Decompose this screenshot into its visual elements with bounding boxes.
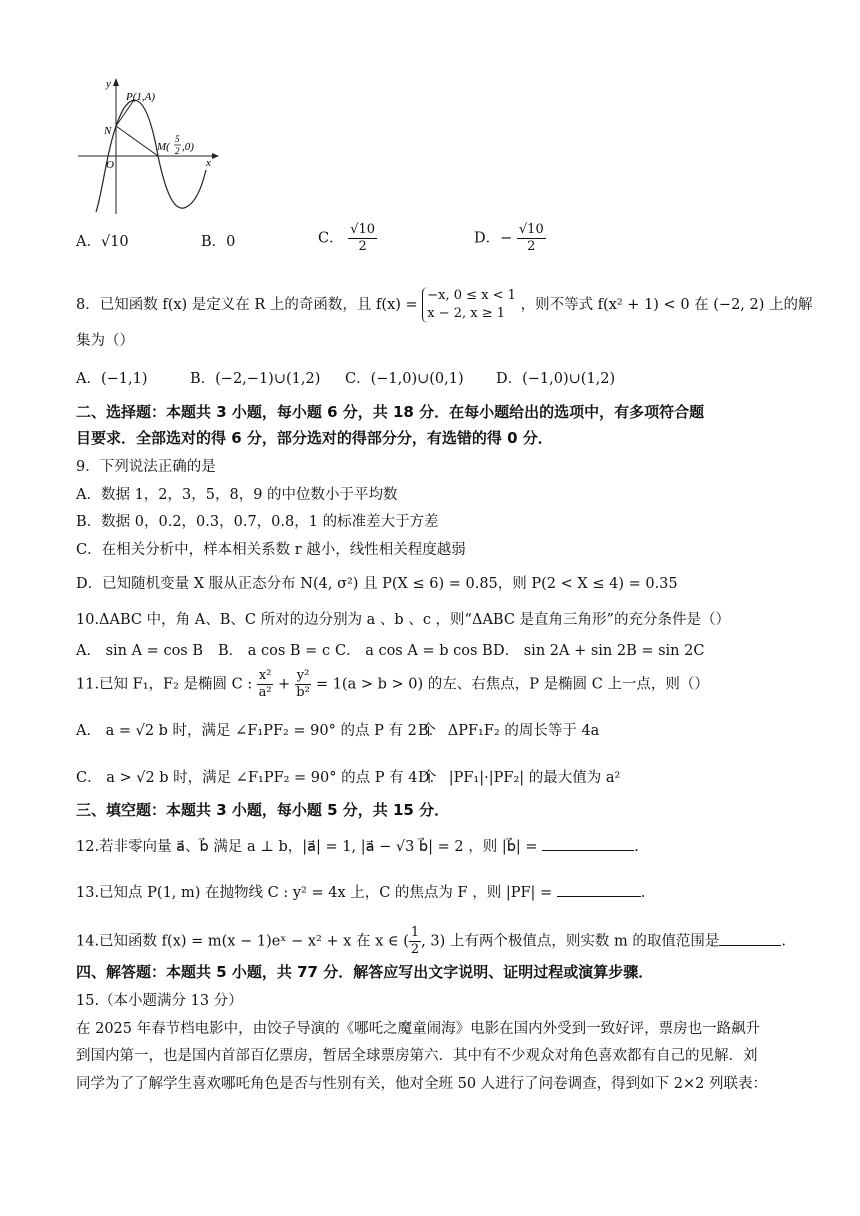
q9-option-b: B．数据 0，0.2，0.3，0.7，0.8，1 的标准差大于方差 xyxy=(76,514,439,530)
section2-heading-2: 目要求．全部选对的得 6 分，部分选对的得部分分，有选错的得 0 分． xyxy=(76,429,553,447)
q11-option-b: B． ΔPF₁F₂ 的周长等于 4a xyxy=(418,723,600,739)
q8-stem-end: 集为（） xyxy=(76,333,134,349)
q9-option-a: A．数据 1，2，3，5，8，9 的中位数小于平均数 xyxy=(76,487,398,503)
section2-heading-1: 二、选择题：本题共 3 小题，每小题 6 分，共 18 分．在每小题给出的选项中，有多项符合题 xyxy=(76,403,705,421)
q9-option-c: C．在相关分析中，样本相关系数 r 越小，线性相关程度越弱 xyxy=(76,542,466,558)
q8-option-b: B．(−2,−1)∪(1,2) xyxy=(190,371,321,387)
q11-option-a: A． a = √2 b 时，满足 ∠F₁PF₂ = 90° 的点 P 有 2 个 xyxy=(76,723,436,739)
q12-answer-blank[interactable] xyxy=(542,836,634,851)
x-label: x xyxy=(206,157,211,169)
segment-nm xyxy=(116,126,158,156)
function-graph xyxy=(74,74,224,216)
q14-frac: $\frac{1}{2}$ xyxy=(410,925,420,957)
q8-option-c: C．(−1,0)∪(0,1) xyxy=(345,371,464,387)
q8-stem: 8．已知函数 f(x) 是定义在 R 上的奇函数，且 f(x) = −x, 0 ≤ x < 1 x − 2, x ≥ 1 ，则不等式 f(x² + 1) < 0 在 (−2, 2) 上的解 xyxy=(76,288,813,321)
y-axis-arrow xyxy=(113,78,119,86)
point-m-tail: ,0) xyxy=(182,141,194,153)
q12: 12.若非零向量 a⃗、b⃗ 满足 a ⊥ b，|a⃗| = 1, |a⃗ − √3 b⃗| = 2 ，则 |b⃗| = . xyxy=(76,836,639,857)
q10-option-c: C． a cos A = b cos B xyxy=(335,643,493,659)
q10-option-a: A． sin A = cos B xyxy=(76,643,204,659)
q8-piecewise: −x, 0 ≤ x < 1 x − 2, x ≥ 1 xyxy=(422,287,516,323)
q7-option-b: B．0 xyxy=(201,234,236,250)
q9-stem: 9．下列说法正确的是 xyxy=(76,459,216,475)
q13-answer-blank[interactable] xyxy=(557,882,641,897)
q8-option-a: A．(−1,1) xyxy=(76,371,148,387)
q11-frac-x: $\frac{\text{x²}}{\text{a²}}$ xyxy=(258,668,272,700)
q15-line-2: 到国内第一，也是国内首部百亿票房，暂居全球票房第六．其中有不少观众对角色喜欢都有自己的见解．刘 xyxy=(76,1048,758,1064)
q11-stem: 11.已知 F₁，F₂ 是椭圆 C : $\frac{\text{x²}}{\text{a²}}$ + $\frac{\text{y²}}{\text{b²}}$ = 1(a > b > 0) 的左、右焦点，P 是椭圆 C 上一点，则（） xyxy=(76,668,709,700)
q7-option-d-frac: $\frac{√10}{2}$ xyxy=(518,222,544,254)
point-m-frac-num: 5 xyxy=(175,134,180,144)
section3-heading: 三、填空题：本题共 3 小题，每小题 5 分，共 15 分． xyxy=(76,801,450,819)
q7-option-c-prefix: C． xyxy=(318,230,344,247)
q9-option-d: D．已知随机变量 X 服从正态分布 N(4, σ²) 且 P(X ≤ 6) = 0.85，则 P(2 < X ≤ 4) = 0.35 xyxy=(76,576,678,592)
x-axis-arrow xyxy=(212,153,219,159)
q7-option-d xyxy=(474,222,546,255)
q11-option-d: D． |PF₁|·|PF₂| 的最大值为 a² xyxy=(418,770,621,786)
segment-np xyxy=(116,100,134,126)
q11-option-c: C． a > √2 b 时，满足 ∠F₁PF₂ = 90° 的点 P 有 4 个 xyxy=(76,770,437,786)
q11-frac-y: $\frac{\text{y²}}{\text{b²}}$ xyxy=(296,668,310,700)
q15-line-1: 在 2025 年春节档电影中，由饺子导演的《哪吒之魔童闹海》电影在国内外受到一致好评，票房也一路飙升 xyxy=(76,1021,761,1037)
point-m-frac-den: 2 xyxy=(175,146,180,156)
q15-line-3: 同学为了了解学生喜欢哪吒角色是否与性别有关，他对全班 50 人进行了问卷调查，得到如下 2×2 列联表： xyxy=(76,1076,767,1092)
q13: 13.已知点 P(1, m) 在抛物线 C : y² = 4x 上，C 的焦点为 F ，则 |PF| = . xyxy=(76,882,645,903)
q14: 14.已知函数 f(x) = m(x − 1)eˣ − x² + x 在 x ∈ ( $\frac{1}{2}$ , 3) 上有两个极值点，则实数 m 的取值范围是 . xyxy=(76,925,786,957)
q10-option-d: D． sin 2A + sin 2B = sin 2C xyxy=(493,643,705,659)
q8-option-d: D．(−1,0)∪(1,2) xyxy=(496,371,616,387)
q7-option-c-frac: $\frac{√10}{2}$ xyxy=(350,222,376,254)
y-label: y xyxy=(106,78,111,90)
q7-option-c xyxy=(318,222,377,255)
point-m-label: M( xyxy=(157,141,170,153)
q7-option-a: A．√10 xyxy=(76,234,129,250)
q14-answer-blank[interactable] xyxy=(719,931,781,946)
q10-stem: 10.ΔABC 中，角 A、B、C 所对的边分别为 a 、b 、c ，则“ΔABC 是直角三角形”的充分条件是（） xyxy=(76,612,730,628)
point-p-label: P(1,A) xyxy=(126,91,156,103)
point-n-label: N xyxy=(104,125,112,137)
q10-option-b: B． a cos B = c xyxy=(218,643,331,659)
q7-option-d-prefix: D．− xyxy=(474,230,513,247)
q15-head: 15.（本小题满分 13 分） xyxy=(76,993,243,1009)
origin-label: O xyxy=(106,159,114,171)
section4-heading: 四、解答题：本题共 5 小题，共 77 分．解答应写出文字说明、证明过程或演算步骤． xyxy=(76,963,654,981)
